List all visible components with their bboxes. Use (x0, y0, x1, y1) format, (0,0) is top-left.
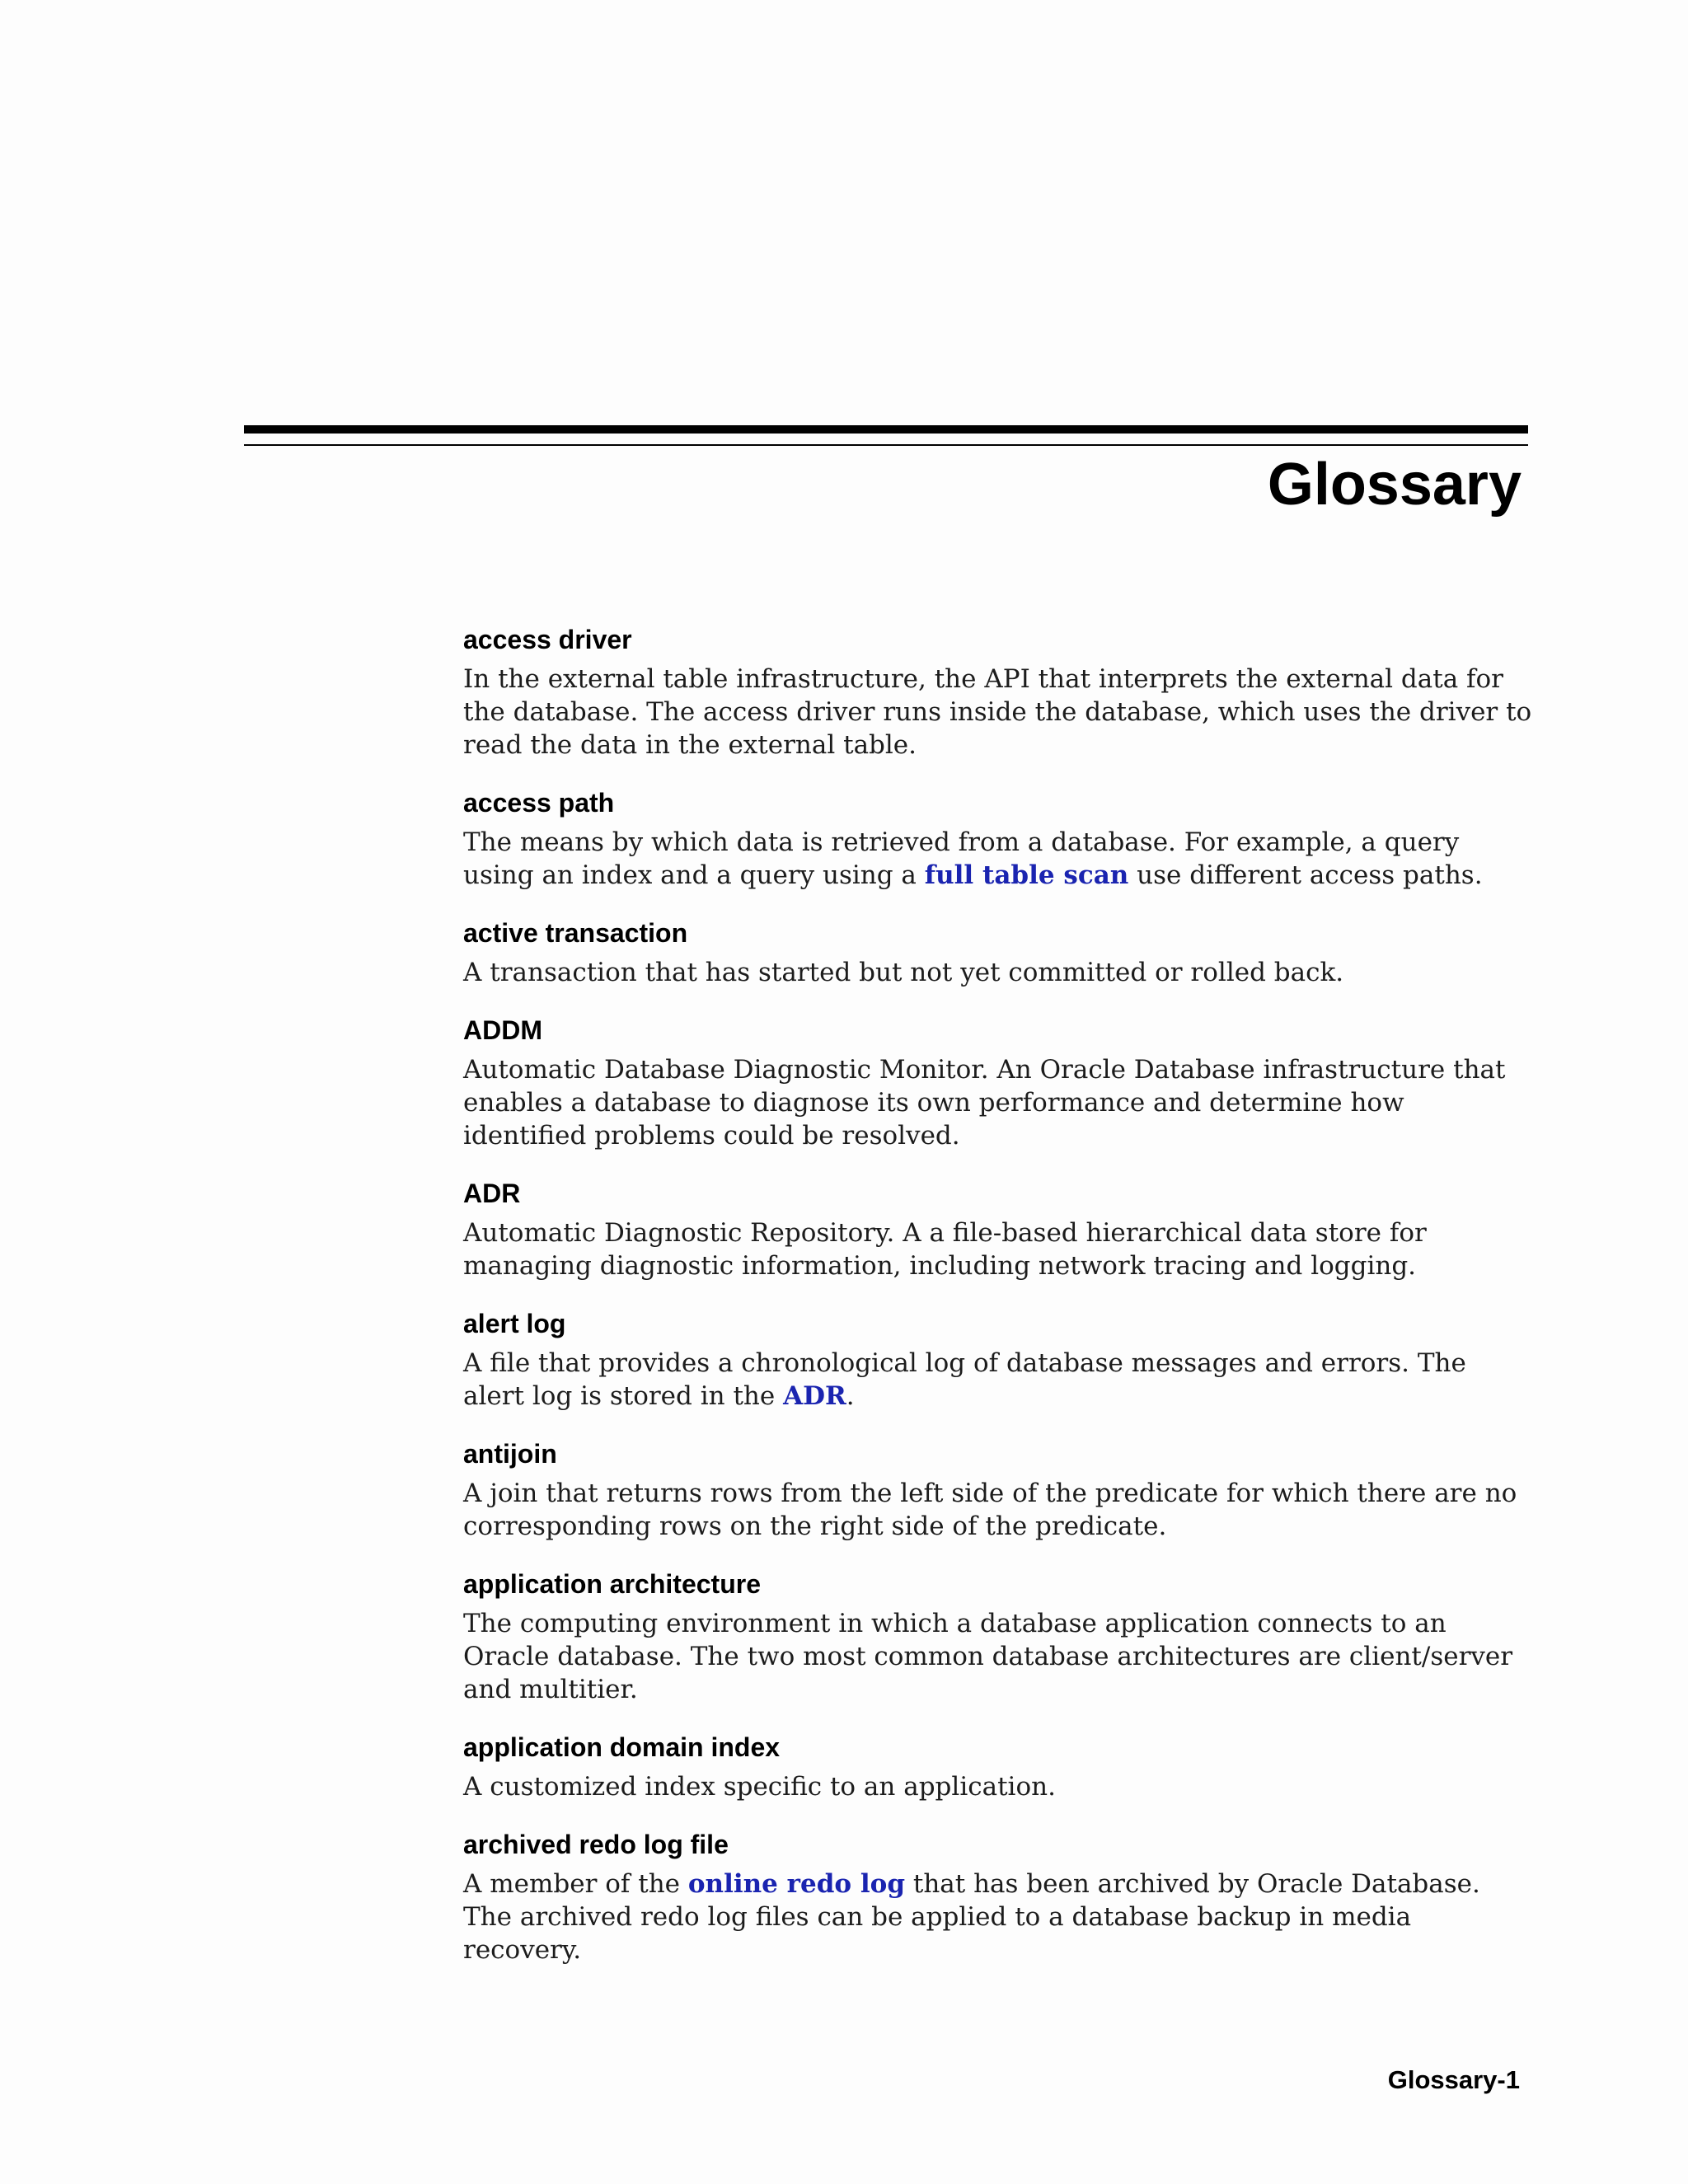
glossary-definition (463, 826, 1535, 892)
definition-text: The means by which data is retrieved from a database. For example, a query using an index and a query using a (463, 827, 1460, 890)
page-number: Glossary-1 (1387, 2065, 1520, 2094)
glossary-definition: A customized index specific to an application. (463, 1772, 1056, 1802)
glossary-entry-access-path (463, 785, 1535, 892)
glossary-definition: In the external table infrastructure, the API that interprets the external data for the database. The access driver runs inside the database, which uses the driver to read the data in the external table. (463, 664, 1532, 760)
glossary-list (463, 621, 1535, 1990)
glossary-term: ADR (463, 1179, 521, 1208)
glossary-entry-active-transaction (463, 915, 1535, 989)
glossary-term: application domain index (463, 1732, 781, 1762)
glossary-entry-antijoin (463, 1436, 1535, 1543)
xref-link-adr[interactable]: ADR (783, 1381, 846, 1411)
glossary-term: access driver (463, 625, 632, 654)
definition-text: A file that provides a chronological log of database messages and errors. The alert log is stored in the (463, 1348, 1466, 1411)
definition-text: A member of the (463, 1869, 688, 1899)
glossary-entry-addm (463, 1012, 1535, 1152)
glossary-entry-application-architecture (463, 1566, 1535, 1706)
page-title: Glossary (1267, 452, 1522, 518)
glossary-entry-access-driver (463, 621, 1535, 762)
definition-text: that has been archived by Oracle Database. The archived redo log files can be applied to a database backup in media recovery. (463, 1869, 1480, 1965)
glossary-definition: Automatic Database Diagnostic Monitor. An Oracle Database infrastructure that enables a database to diagnose its own performance and determine how identified problems could be resolved. (463, 1055, 1506, 1151)
glossary-term: active transaction (463, 918, 688, 948)
glossary-entry-adr (463, 1175, 1535, 1282)
glossary-definition: A transaction that has started but not yet committed or rolled back. (463, 958, 1344, 987)
glossary-term: ADDM (463, 1015, 542, 1045)
glossary-entry-application-domain-index (463, 1729, 1535, 1803)
xref-link-online-redo-log[interactable]: online redo log (687, 1869, 906, 1899)
definition-text: . (846, 1381, 855, 1411)
glossary-definition: A join that returns rows from the left side of the predicate for which there are no corresponding rows on the right side of the predicate. (463, 1479, 1517, 1541)
glossary-term: access path (463, 788, 615, 818)
header-rule-thick (244, 425, 1528, 434)
glossary-definition: The computing environment in which a database application connects to an Oracle database. The two most common database architectures are client/server and multitier. (463, 1609, 1513, 1704)
glossary-term: archived redo log file (463, 1830, 729, 1859)
glossary-definition (463, 1347, 1535, 1413)
glossary-term: alert log (463, 1309, 566, 1338)
definition-text: use different access paths. (1128, 860, 1483, 890)
glossary-entry-archived-redo-log-file (463, 1826, 1535, 1966)
xref-link-full-table-scan[interactable]: full table scan (924, 860, 1129, 890)
glossary-entry-alert-log (463, 1305, 1535, 1413)
glossary-definition: Automatic Diagnostic Repository. A a file-based hierarchical data store for managing diagnostic information, including network tracing and logging. (463, 1218, 1427, 1281)
glossary-term: antijoin (463, 1439, 557, 1469)
glossary-definition (463, 1868, 1535, 1966)
glossary-term: application architecture (463, 1569, 761, 1599)
